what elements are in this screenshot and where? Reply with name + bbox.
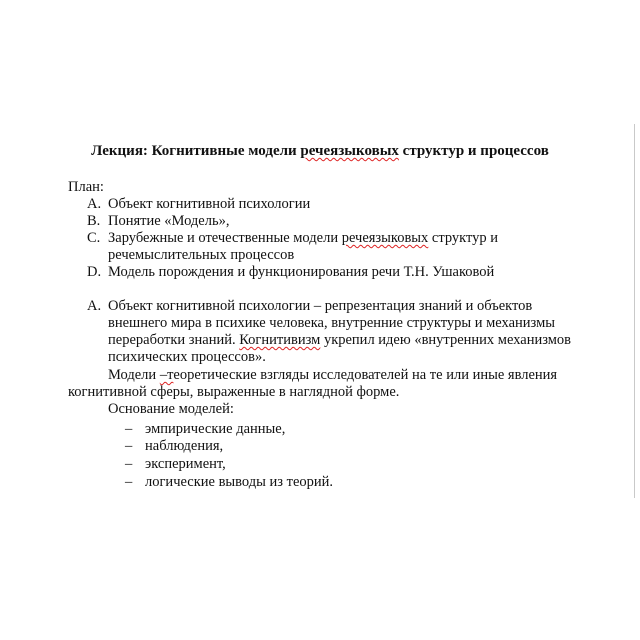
plan-item-text-part: структур и bbox=[428, 230, 499, 246]
section-line bbox=[108, 332, 571, 349]
bullet-item: наблюдения, bbox=[145, 438, 224, 454]
spellcheck-word: Когнитивизм bbox=[239, 332, 321, 348]
plan-item-text: Понятие «Модель», bbox=[108, 213, 230, 229]
models-definition-line bbox=[108, 367, 557, 384]
basis-label: Основание моделей: bbox=[108, 401, 234, 417]
plan-item-text: Объект когнитивной психологии bbox=[108, 196, 311, 212]
bullet-dash: – bbox=[125, 474, 133, 490]
section-line: Объект когнитивной психологии – репрезентация знаний и объектов bbox=[108, 298, 533, 314]
bullet-dash: – bbox=[125, 438, 133, 454]
plan-item-marker: D. bbox=[87, 264, 102, 280]
plan-item-text-part: Зарубежные и отечественные модели bbox=[108, 230, 342, 246]
plan-item-marker: A. bbox=[87, 196, 102, 212]
plan-item-marker: B. bbox=[87, 213, 101, 229]
spellcheck-word: –т bbox=[159, 367, 174, 383]
section-marker: A. bbox=[87, 298, 102, 314]
models-definition-line: когнитивной сферы, выраженные в наглядной форме. bbox=[68, 384, 400, 400]
models-text-part: Модели bbox=[108, 367, 160, 383]
section-line: внешнего мира в психике человека, внутренние структуры и механизмы bbox=[108, 315, 555, 331]
bullet-item: логические выводы из теорий. bbox=[145, 474, 334, 490]
section-line-part: укрепил идею «внутренних механизмов bbox=[320, 332, 572, 348]
plan-label: План: bbox=[68, 179, 104, 195]
bullet-dash: – bbox=[125, 456, 133, 472]
bullet-item: эмпирические данные, bbox=[145, 421, 286, 437]
section-line: психических процессов». bbox=[108, 349, 266, 365]
plan-item-text bbox=[108, 230, 498, 247]
title-suffix: структур и процессов bbox=[398, 143, 549, 159]
plan-item-continuation: речемыслительных процессов bbox=[108, 247, 295, 263]
bullet-dash: – bbox=[125, 421, 133, 437]
models-text-part: еоретические взгляды исследователей на те или иные явления bbox=[173, 367, 558, 383]
page-right-border bbox=[634, 124, 635, 498]
title-prefix: Лекция: Когнитивные модели bbox=[91, 143, 301, 159]
plan-item-marker: C. bbox=[87, 230, 101, 246]
section-line-part: переработки знаний. bbox=[108, 332, 240, 348]
title-spellcheck-word: речеязыковых bbox=[300, 143, 399, 159]
bullet-item: эксперимент, bbox=[145, 456, 226, 472]
plan-item-text: Модель порождения и функционирования речи Т.Н. Ушаковой bbox=[108, 264, 495, 280]
lecture-title bbox=[0, 142, 640, 160]
spellcheck-word: речеязыковых bbox=[341, 230, 429, 246]
